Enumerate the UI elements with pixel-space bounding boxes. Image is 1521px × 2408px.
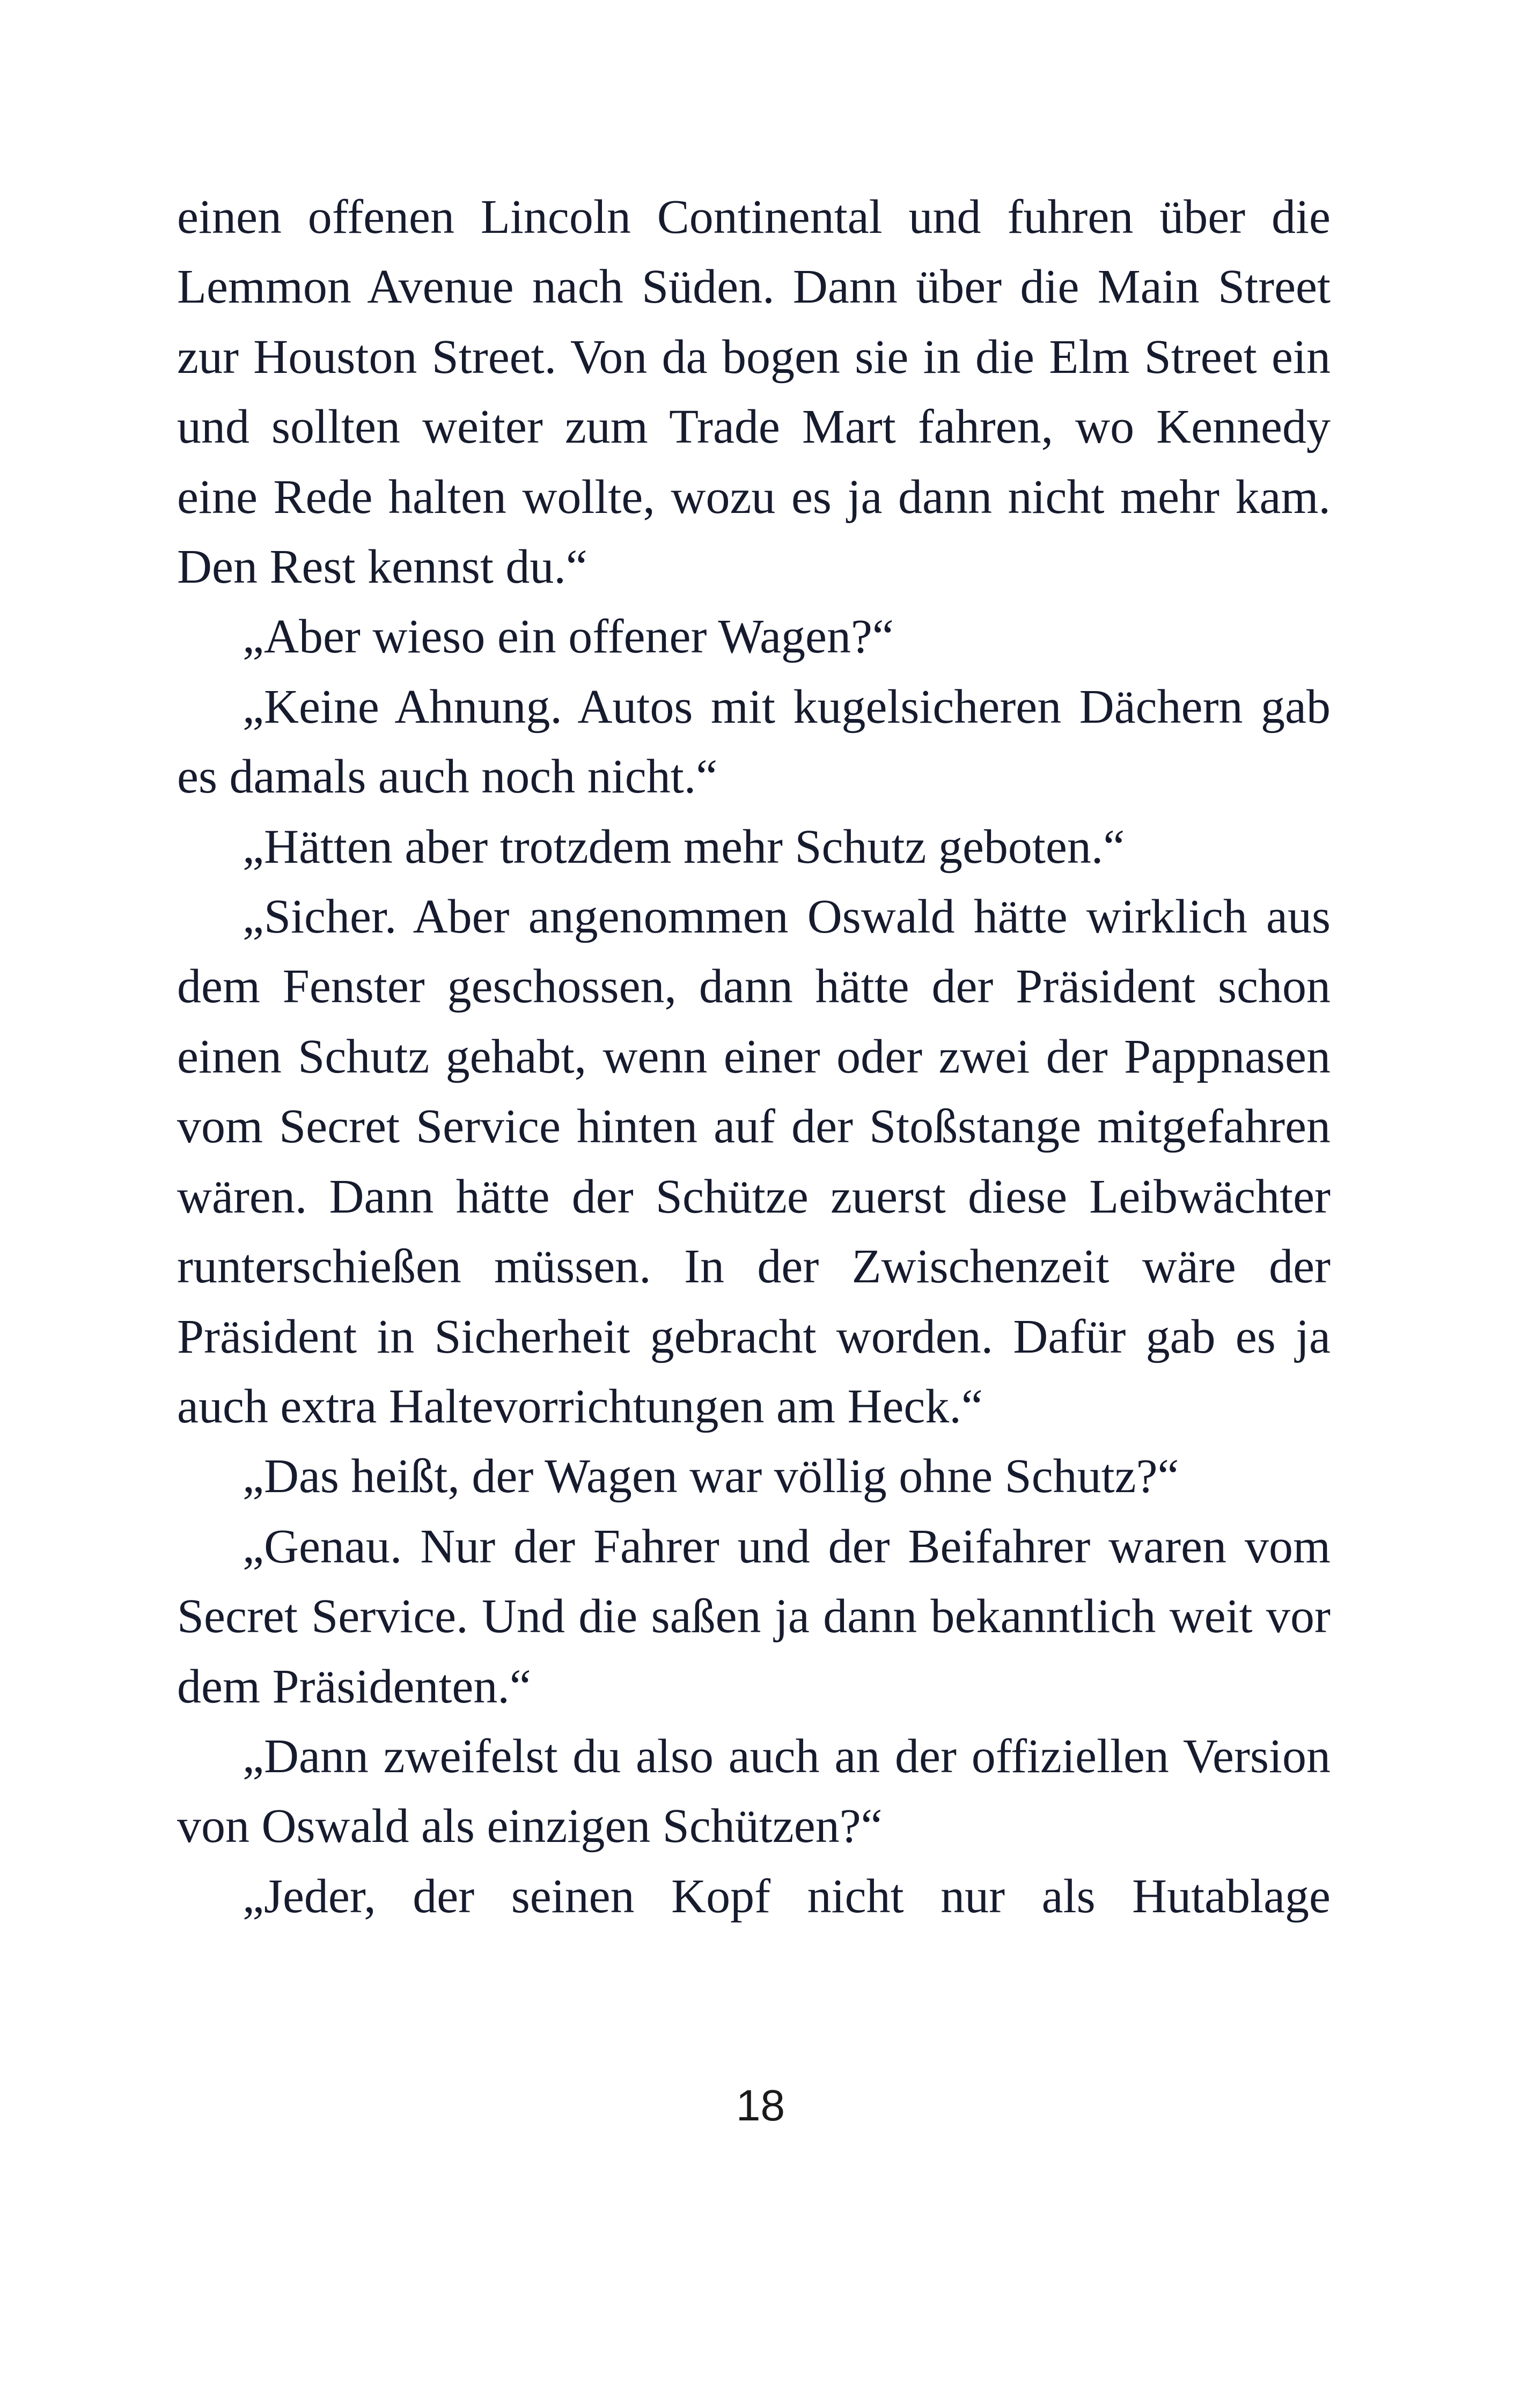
dialogue-paragraph: „Aber wieso ein offener Wagen?“ bbox=[243, 610, 894, 664]
dialogue-paragraph: „Genau. Nur der Fahrer und der Beifahrer waren vom Secret Service. Und die saßen ja dann bekanntlich weit vor dem Präsidenten.“ bbox=[177, 1519, 1331, 1713]
body-text bbox=[177, 182, 1331, 1932]
dialogue-paragraph: „Hätten aber trotzdem mehr Schutz geboten.“ bbox=[243, 820, 1125, 873]
paragraph-continuation: einen offenen Lincoln Continental und fuhren über die Lemmon Avenue nach Süden. Dann über die Main Street zur Houston Street. Von da bogen sie in die Elm Street ein und sollten weiter zum Trade Mart fahren, wo Kennedy eine Rede halten wollte, wozu es ja dann nicht mehr kam. Den Rest kennst du.“ bbox=[177, 190, 1331, 594]
dialogue-paragraph: „Das heißt, der Wagen war völlig ohne Schutz?“ bbox=[243, 1450, 1179, 1503]
dialogue-paragraph-last: „Jeder, der seinen Kopf nicht nur als Hutablage bbox=[243, 1869, 1331, 1923]
page-number: 18 bbox=[736, 2081, 785, 2130]
dialogue-paragraph: „Dann zweifelst du also auch an der offiziellen Version von Oswald als einzigen Schützen?“ bbox=[177, 1729, 1331, 1853]
dialogue-paragraph: „Keine Ahnung. Autos mit kugelsicheren Dächern gab es damals auch noch nicht.“ bbox=[177, 680, 1331, 804]
dialogue-paragraph: „Sicher. Aber angenommen Oswald hätte wirklich aus dem Fenster geschossen, dann hätte der Präsident schon einen Schutz gehabt, wenn einer oder zwei der Pappnasen vom Secret Service hinten auf der Stoßstange mitgefahren wären. Dann hätte der Schütze zuerst diese Leibwächter runterschießen müssen. In der Zwischenzeit wäre der Präsident in Sicherheit gebracht worden. Dafür gab es ja auch extra Haltevorrichtungen am Heck.“ bbox=[177, 890, 1331, 1433]
